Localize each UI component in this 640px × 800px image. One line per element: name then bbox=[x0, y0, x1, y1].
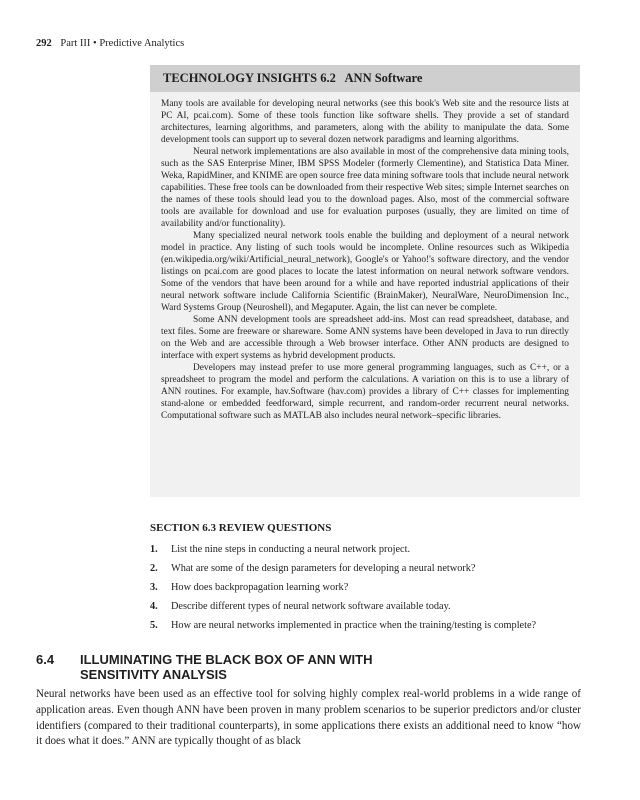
section-title: ILLUMINATING THE BLACK BOX OF ANN WITH SENSITIVITY ANALYSIS bbox=[80, 652, 373, 682]
section-body: Neural networks have been used as an effective tool for solving highly complex real-world problems in a wide range of application areas. Even though ANN have been proven in many problem scenarios to be superior predictors and/or cluster identifiers (compared to their traditional counterparts), in some applications there exists an additional need to know “how it does what it does.” ANN are typically thought of as black bbox=[36, 688, 581, 748]
question-item bbox=[150, 582, 580, 594]
question-number: 1. bbox=[150, 544, 158, 555]
review-heading: SECTION 6.3 REVIEW QUESTIONS bbox=[150, 522, 332, 534]
box-header bbox=[150, 65, 580, 92]
review-questions bbox=[150, 522, 580, 639]
box-paragraph: Developers may instead prefer to use more general programming languages, such as C++, or a spreadsheet to program the model and perform the calculations. A variation on this is to use a library of ANN routines. For example, hav.Software (hav.com) provides a library of C++ classes for implementing stand-alone or embedded feedforward, simple recurrent, and random-order recurrent neural networks. Computational software such as MATLAB also includes neural network–specific libraries. bbox=[161, 363, 569, 421]
question-item bbox=[150, 563, 580, 575]
box-paragraph: Many tools are available for developing neural networks (see this book's Web site and the resource lists at PC AI, pcai.com). Some of these tools function like software shells. They provide a set of standard architectures, learning algorithms, and parameters, along with the ability to manipulate the data. Some development tools can support up to several dozen network paradigms and learning algorithms. bbox=[161, 99, 569, 145]
question-text: Describe different types of neural network software available today. bbox=[171, 601, 451, 612]
section-heading bbox=[36, 652, 596, 682]
box-title: TECHNOLOGY INSIGHTS 6.2 ANN Software bbox=[163, 71, 423, 85]
question-number: 5. bbox=[150, 620, 158, 631]
box-body bbox=[161, 98, 569, 422]
question-list bbox=[150, 544, 580, 632]
part-label: Part III • Predictive Analytics bbox=[60, 38, 185, 49]
question-text: How does backpropagation learning work? bbox=[171, 582, 349, 593]
box-paragraph: Many specialized neural network tools enable the building and deployment of a neural network model in practice. Any listing of such tools would be incomplete. Online resources such as Wikipedia (en.wikipedia.org/wiki/Artificial_neural_network), Google's or Yahoo!'s software directory, and the vendor listings on pcai.com are good places to locate the latest information on neural network software vendors. Some of the vendors that have been around for a while and have reported industrial applications of their neural network software include California Scientific (BrainMaker), NeuralWare, NeuroDimension Inc., Ward Systems Group (Neuroshell), and Megaputer. Again, the list can never be complete. bbox=[161, 231, 569, 313]
question-text: What are some of the design parameters for developing a neural network? bbox=[171, 563, 476, 574]
page-number: 292 bbox=[36, 38, 52, 49]
question-item bbox=[150, 620, 580, 632]
question-number: 3. bbox=[150, 582, 158, 593]
technology-insights-box bbox=[150, 65, 580, 497]
box-paragraph: Some ANN development tools are spreadsheet add-ins. Most can read spreadsheet, database, and text files. Some are freeware or shareware. Some ANN systems have been developed in Java to run directly on the Web and are accessible through a Web browser interface. Other ANN products are designed to interface with expert systems as hybrid development products. bbox=[161, 315, 569, 361]
question-item bbox=[150, 544, 580, 556]
question-text: List the nine steps in conducting a neural network project. bbox=[171, 544, 411, 555]
running-head bbox=[36, 38, 184, 49]
question-item bbox=[150, 601, 580, 613]
section-number: 6.4 bbox=[36, 652, 55, 667]
box-paragraph: Neural network implementations are also available in most of the comprehensive data mining tools, such as the SAS Enterprise Miner, IBM SPSS Modeler (formerly Clementine), and Statistica Data Miner. Weka, RapidMiner, and KNIME are open source free data mining software tools that include neural network capabilities. These free tools can be downloaded from their respective Web sites; simple Internet searches on the names of these tools should lead you to the download pages. Also, most of the commercial software tools are available for download and use for evaluation purposes (usually, they are limited on time of availability and/or functionality). bbox=[161, 147, 569, 229]
question-text: How are neural networks implemented in practice when the training/testing is complete? bbox=[171, 620, 537, 631]
question-number: 4. bbox=[150, 601, 158, 612]
question-number: 2. bbox=[150, 563, 158, 574]
